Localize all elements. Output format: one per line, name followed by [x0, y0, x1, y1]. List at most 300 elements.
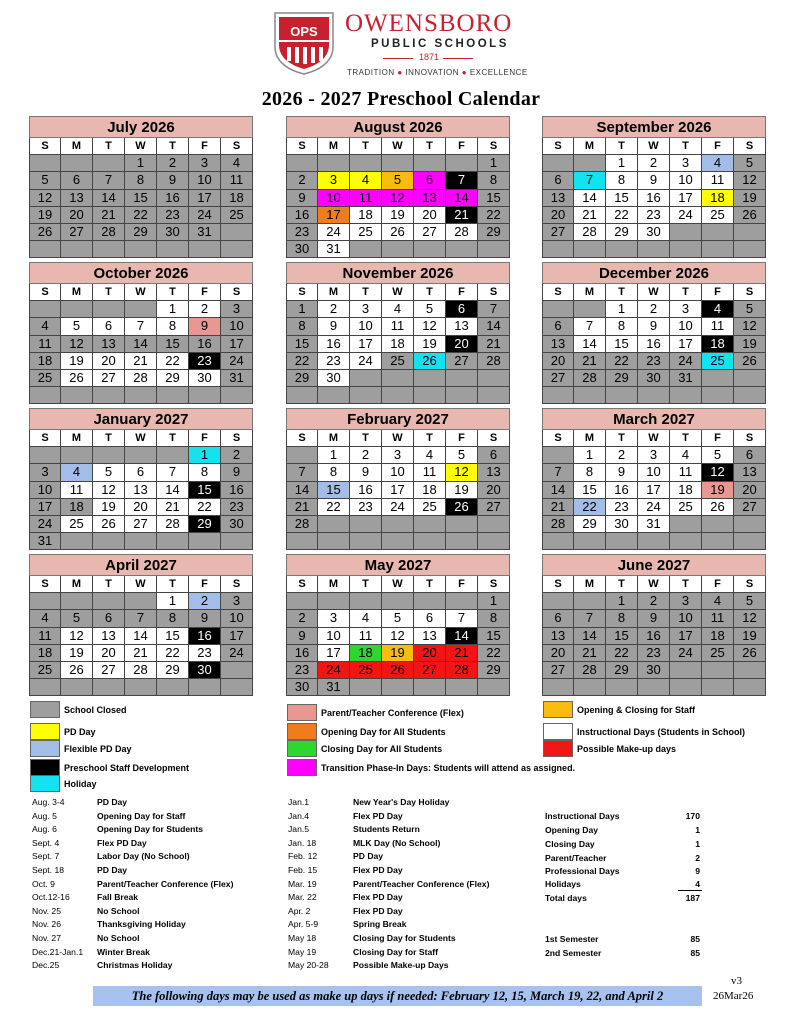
- day-cell: 5: [702, 447, 734, 464]
- day-cell: 5: [446, 447, 478, 464]
- legend-swatch: [287, 759, 317, 776]
- event-date: Oct. 9: [32, 878, 55, 889]
- day-cell: [286, 593, 318, 610]
- stat-label: Holidays: [545, 879, 581, 889]
- day-cell: [670, 679, 702, 696]
- day-cell: 20: [734, 482, 766, 499]
- day-cell: 19: [61, 353, 93, 370]
- day-cell: [286, 155, 318, 172]
- day-cell: 29: [606, 662, 638, 679]
- day-cell: 19: [734, 628, 766, 645]
- day-cell: [734, 370, 766, 387]
- day-cell: 14: [157, 482, 189, 499]
- day-cell: 8: [606, 610, 638, 627]
- day-cell: [61, 241, 93, 258]
- month-calendar: [542, 408, 766, 550]
- day-cell: 14: [93, 190, 125, 207]
- day-cell: 1: [574, 447, 606, 464]
- day-cell: 10: [318, 628, 350, 645]
- stat-value: 1: [695, 839, 700, 849]
- day-cell: [189, 241, 221, 258]
- day-cell: 6: [542, 318, 574, 335]
- day-cell: [350, 679, 382, 696]
- day-cell: 26: [61, 662, 93, 679]
- day-cell: 23: [350, 499, 382, 516]
- day-cell: 10: [638, 464, 670, 481]
- day-cell: [157, 387, 189, 404]
- day-cell: 22: [157, 645, 189, 662]
- day-cell: 21: [478, 336, 510, 353]
- month-title: March 2027: [542, 408, 766, 430]
- day-cell: [221, 241, 253, 258]
- day-cell: 7: [542, 464, 574, 481]
- day-cell: [670, 516, 702, 533]
- month-calendar: [286, 116, 510, 258]
- day-cell: [606, 241, 638, 258]
- weekday-header: T: [414, 284, 446, 301]
- day-cell: 15: [318, 482, 350, 499]
- day-cell: 20: [125, 499, 157, 516]
- day-cell: 5: [61, 318, 93, 335]
- day-cell: 29: [286, 370, 318, 387]
- day-cell: 2: [350, 447, 382, 464]
- day-cell: [478, 516, 510, 533]
- day-cell: 5: [382, 172, 414, 189]
- day-cell: 6: [125, 464, 157, 481]
- day-cell: 13: [93, 336, 125, 353]
- tagline-word: INNOVATION: [405, 68, 460, 77]
- day-cell: [350, 593, 382, 610]
- day-cell: 22: [606, 207, 638, 224]
- brand-subtitle: PUBLIC SCHOOLS: [371, 38, 509, 50]
- day-cell: 13: [734, 464, 766, 481]
- event-text: Opening Day for Students: [97, 824, 203, 835]
- day-cell: 21: [286, 499, 318, 516]
- day-cell: 31: [638, 516, 670, 533]
- legend-item: [287, 740, 442, 757]
- event-date: Dec.21-Jan.1: [32, 946, 84, 957]
- day-cell: 21: [574, 207, 606, 224]
- day-cell: 9: [189, 610, 221, 627]
- day-cell: [414, 593, 446, 610]
- event-date: Apr. 2: [288, 905, 311, 916]
- event-date: Jan.4: [288, 810, 310, 821]
- event-row: [32, 863, 128, 877]
- day-cell: 26: [93, 516, 125, 533]
- day-cell: 6: [446, 301, 478, 318]
- day-cell: 2: [189, 301, 221, 318]
- day-cell: 17: [350, 336, 382, 353]
- day-cell: 10: [350, 318, 382, 335]
- event-date: Apr. 5-9: [288, 919, 319, 930]
- weekday-header: M: [318, 284, 350, 301]
- day-cell: 29: [189, 516, 221, 533]
- day-cell: 19: [382, 207, 414, 224]
- day-cell: 5: [29, 172, 61, 189]
- day-cell: 18: [29, 645, 61, 662]
- weekday-header: T: [157, 430, 189, 447]
- weekday-header: T: [157, 576, 189, 593]
- day-cell: 12: [734, 172, 766, 189]
- day-cell: [157, 533, 189, 550]
- day-cell: [670, 533, 702, 550]
- day-cell: 19: [382, 645, 414, 662]
- day-cell: [606, 533, 638, 550]
- day-cell: 15: [606, 336, 638, 353]
- event-row: [32, 877, 234, 891]
- day-cell: 2: [638, 593, 670, 610]
- day-cell: 24: [670, 353, 702, 370]
- day-cell: [670, 387, 702, 404]
- legend-item: [543, 723, 745, 740]
- weekday-header: T: [606, 430, 638, 447]
- day-cell: 24: [318, 662, 350, 679]
- day-cell: 13: [93, 628, 125, 645]
- day-cell: [478, 241, 510, 258]
- day-cell: 30: [606, 516, 638, 533]
- day-cell: [318, 533, 350, 550]
- day-cell: 12: [734, 318, 766, 335]
- day-cell: 12: [734, 610, 766, 627]
- weekday-header: S: [29, 284, 61, 301]
- stat-label: Parent/Teacher: [545, 853, 607, 863]
- day-cell: 21: [125, 353, 157, 370]
- event-row: [32, 958, 173, 972]
- day-cell: 19: [61, 645, 93, 662]
- legend-swatch: [30, 723, 60, 740]
- day-cell: 10: [221, 318, 253, 335]
- legend-swatch: [287, 740, 317, 757]
- event-date: May 18: [288, 933, 317, 943]
- day-cell: 27: [93, 370, 125, 387]
- day-cell: 11: [702, 610, 734, 627]
- day-cell: 21: [157, 499, 189, 516]
- day-cell: [414, 387, 446, 404]
- day-cell: [734, 387, 766, 404]
- day-cell: 21: [574, 645, 606, 662]
- day-cell: 3: [29, 464, 61, 481]
- day-cell: 2: [157, 155, 189, 172]
- day-cell: 19: [414, 336, 446, 353]
- event-text: Winter Break: [97, 946, 150, 957]
- day-cell: 2: [286, 610, 318, 627]
- day-cell: [414, 370, 446, 387]
- event-date: Nov. 26: [32, 919, 61, 930]
- day-cell: 24: [221, 353, 253, 370]
- day-cell: 8: [286, 318, 318, 335]
- day-cell: 15: [606, 190, 638, 207]
- day-cell: 25: [702, 207, 734, 224]
- day-cell: 8: [478, 610, 510, 627]
- weekday-header: S: [734, 284, 766, 301]
- day-cell: [734, 533, 766, 550]
- day-cell: 9: [318, 318, 350, 335]
- day-cell: 20: [93, 645, 125, 662]
- legend-item: [30, 701, 127, 718]
- legend-label: School Closed: [64, 704, 127, 715]
- day-cell: 23: [157, 207, 189, 224]
- day-cell: [574, 387, 606, 404]
- day-cell: 11: [670, 464, 702, 481]
- legend-label: Holiday: [64, 778, 97, 789]
- weekday-header: S: [542, 430, 574, 447]
- day-cell: 24: [318, 224, 350, 241]
- day-cell: 24: [29, 516, 61, 533]
- weekday-header: S: [478, 576, 510, 593]
- day-cell: [542, 593, 574, 610]
- day-cell: 14: [446, 190, 478, 207]
- day-cell: 1: [606, 301, 638, 318]
- event-row: [32, 945, 150, 959]
- stat-label: Closing Day: [545, 839, 595, 849]
- weekday-header: T: [670, 138, 702, 155]
- day-cell: 7: [574, 318, 606, 335]
- event-date: Nov. 25: [32, 905, 61, 916]
- weekday-header: T: [606, 284, 638, 301]
- day-cell: 17: [318, 207, 350, 224]
- day-cell: [61, 301, 93, 318]
- day-cell: 27: [446, 353, 478, 370]
- day-cell: 25: [350, 662, 382, 679]
- day-cell: 29: [125, 224, 157, 241]
- day-cell: 18: [702, 628, 734, 645]
- weekday-header: W: [382, 138, 414, 155]
- day-cell: 5: [734, 301, 766, 318]
- day-cell: [446, 593, 478, 610]
- month-calendar: [29, 116, 253, 258]
- event-row: [288, 877, 490, 891]
- day-cell: [93, 533, 125, 550]
- event-row: [32, 849, 190, 863]
- day-cell: 6: [542, 172, 574, 189]
- event-row: [288, 836, 441, 850]
- day-cell: [734, 224, 766, 241]
- day-cell: 7: [574, 610, 606, 627]
- event-text: Students Return: [353, 824, 420, 835]
- day-cell: [702, 679, 734, 696]
- day-cell: [189, 533, 221, 550]
- event-text: PD Day: [97, 797, 128, 807]
- day-cell: [350, 155, 382, 172]
- day-cell: 31: [318, 679, 350, 696]
- day-cell: 4: [670, 447, 702, 464]
- day-cell: 12: [29, 190, 61, 207]
- day-cell: 13: [414, 628, 446, 645]
- month-calendar: [286, 262, 510, 404]
- day-cell: 9: [286, 190, 318, 207]
- event-date: Aug. 3-4: [32, 797, 65, 807]
- day-cell: 3: [318, 610, 350, 627]
- weekday-header: F: [189, 284, 221, 301]
- event-date: Jan.1: [288, 797, 310, 807]
- weekday-header: S: [286, 138, 318, 155]
- event-date: Sept. 18: [32, 865, 65, 875]
- legend-label: Instructional Days (Students in School): [577, 726, 746, 737]
- day-cell: 22: [478, 645, 510, 662]
- semester-value: 85: [690, 948, 700, 958]
- legend-label: PD Day: [64, 726, 96, 737]
- day-cell: 29: [574, 516, 606, 533]
- day-cell: [606, 679, 638, 696]
- day-cell: 20: [93, 353, 125, 370]
- day-cell: 30: [286, 241, 318, 258]
- day-cell: 24: [670, 207, 702, 224]
- day-cell: [606, 387, 638, 404]
- day-cell: 11: [61, 482, 93, 499]
- event-text: Christmas Holiday: [97, 960, 173, 971]
- day-cell: 22: [574, 499, 606, 516]
- day-cell: 4: [61, 464, 93, 481]
- day-cell: 22: [189, 499, 221, 516]
- month-calendar: [286, 554, 510, 696]
- day-cell: 5: [414, 301, 446, 318]
- day-cell: 11: [221, 172, 253, 189]
- event-row: [288, 945, 438, 959]
- day-cell: 4: [702, 155, 734, 172]
- version-date: 26Mar26: [713, 990, 754, 1002]
- day-cell: [478, 533, 510, 550]
- day-cell: 5: [734, 155, 766, 172]
- day-cell: 9: [638, 318, 670, 335]
- day-cell: [286, 533, 318, 550]
- day-cell: 22: [606, 353, 638, 370]
- weekday-header: M: [61, 576, 93, 593]
- day-cell: 17: [29, 499, 61, 516]
- day-cell: 26: [734, 207, 766, 224]
- brand-year: 1871: [419, 52, 440, 62]
- day-cell: 16: [189, 336, 221, 353]
- day-cell: 26: [702, 499, 734, 516]
- weekday-header: T: [350, 430, 382, 447]
- weekday-header: S: [221, 576, 253, 593]
- weekday-header: S: [29, 430, 61, 447]
- day-cell: 29: [157, 662, 189, 679]
- day-cell: [478, 387, 510, 404]
- weekday-header: M: [318, 430, 350, 447]
- day-cell: [93, 679, 125, 696]
- month-title: January 2027: [29, 408, 253, 430]
- day-cell: [350, 387, 382, 404]
- month-calendar: [542, 554, 766, 696]
- weekday-header: T: [93, 284, 125, 301]
- day-cell: [702, 387, 734, 404]
- day-cell: 27: [414, 662, 446, 679]
- day-cell: 17: [670, 628, 702, 645]
- day-cell: 23: [189, 645, 221, 662]
- day-cell: 11: [29, 628, 61, 645]
- day-cell: [702, 533, 734, 550]
- event-date: Mar. 22: [288, 892, 317, 903]
- day-cell: 10: [670, 318, 702, 335]
- day-cell: 11: [702, 172, 734, 189]
- weekday-header: M: [574, 430, 606, 447]
- day-cell: 14: [286, 482, 318, 499]
- day-cell: 30: [221, 516, 253, 533]
- day-cell: 30: [638, 662, 670, 679]
- day-cell: [157, 447, 189, 464]
- day-cell: [574, 155, 606, 172]
- event-date: Feb. 15: [288, 865, 318, 875]
- day-cell: 22: [318, 499, 350, 516]
- event-text: Closing Day for Students: [353, 933, 456, 943]
- day-cell: 6: [542, 610, 574, 627]
- month-days: [29, 576, 253, 696]
- day-cell: 1: [606, 593, 638, 610]
- day-cell: [574, 301, 606, 318]
- weekday-header: M: [318, 576, 350, 593]
- weekday-header: S: [542, 138, 574, 155]
- day-cell: 12: [93, 482, 125, 499]
- month-calendar: [542, 116, 766, 258]
- day-cell: 17: [189, 190, 221, 207]
- event-date: May 20-28: [288, 960, 329, 971]
- day-cell: 28: [542, 516, 574, 533]
- day-cell: [29, 679, 61, 696]
- day-cell: 12: [446, 464, 478, 481]
- day-cell: 2: [318, 301, 350, 318]
- day-cell: 22: [286, 353, 318, 370]
- month-days: [29, 284, 253, 404]
- weekday-header: W: [638, 138, 670, 155]
- event-text: Opening Day for Staff: [97, 810, 186, 821]
- day-cell: [702, 224, 734, 241]
- day-cell: 4: [29, 318, 61, 335]
- day-cell: 20: [542, 207, 574, 224]
- day-cell: 6: [414, 172, 446, 189]
- event-text: Spring Break: [353, 919, 407, 930]
- day-cell: 25: [29, 662, 61, 679]
- month-calendar: [286, 408, 510, 550]
- day-cell: 29: [606, 224, 638, 241]
- day-cell: [61, 387, 93, 404]
- day-cell: [93, 301, 125, 318]
- day-cell: 12: [382, 190, 414, 207]
- stat-value: 1: [695, 825, 700, 835]
- event-date: Sept. 7: [32, 851, 60, 862]
- weekday-header: W: [638, 430, 670, 447]
- day-cell: 6: [61, 172, 93, 189]
- day-cell: 13: [542, 190, 574, 207]
- event-row: [32, 809, 186, 823]
- day-cell: 24: [189, 207, 221, 224]
- day-cell: 8: [189, 464, 221, 481]
- stat-label: Professional Days: [545, 866, 620, 876]
- day-cell: 18: [702, 190, 734, 207]
- day-cell: [542, 679, 574, 696]
- day-cell: [446, 516, 478, 533]
- day-cell: 23: [221, 499, 253, 516]
- event-text: Flex PD Day: [353, 892, 403, 903]
- day-cell: 25: [670, 499, 702, 516]
- weekday-header: T: [93, 576, 125, 593]
- weekday-header: W: [125, 138, 157, 155]
- day-cell: 9: [221, 464, 253, 481]
- day-cell: 3: [670, 593, 702, 610]
- legend-swatch: [543, 740, 573, 757]
- legend-label: Flexible PD Day: [64, 743, 132, 754]
- day-cell: 14: [125, 628, 157, 645]
- day-cell: 25: [702, 645, 734, 662]
- day-cell: [350, 370, 382, 387]
- weekday-header: W: [125, 284, 157, 301]
- day-cell: [29, 387, 61, 404]
- day-cell: 25: [414, 499, 446, 516]
- weekday-header: S: [478, 284, 510, 301]
- day-cell: 8: [125, 172, 157, 189]
- day-cell: 25: [382, 353, 414, 370]
- weekday-header: F: [702, 138, 734, 155]
- day-cell: [61, 533, 93, 550]
